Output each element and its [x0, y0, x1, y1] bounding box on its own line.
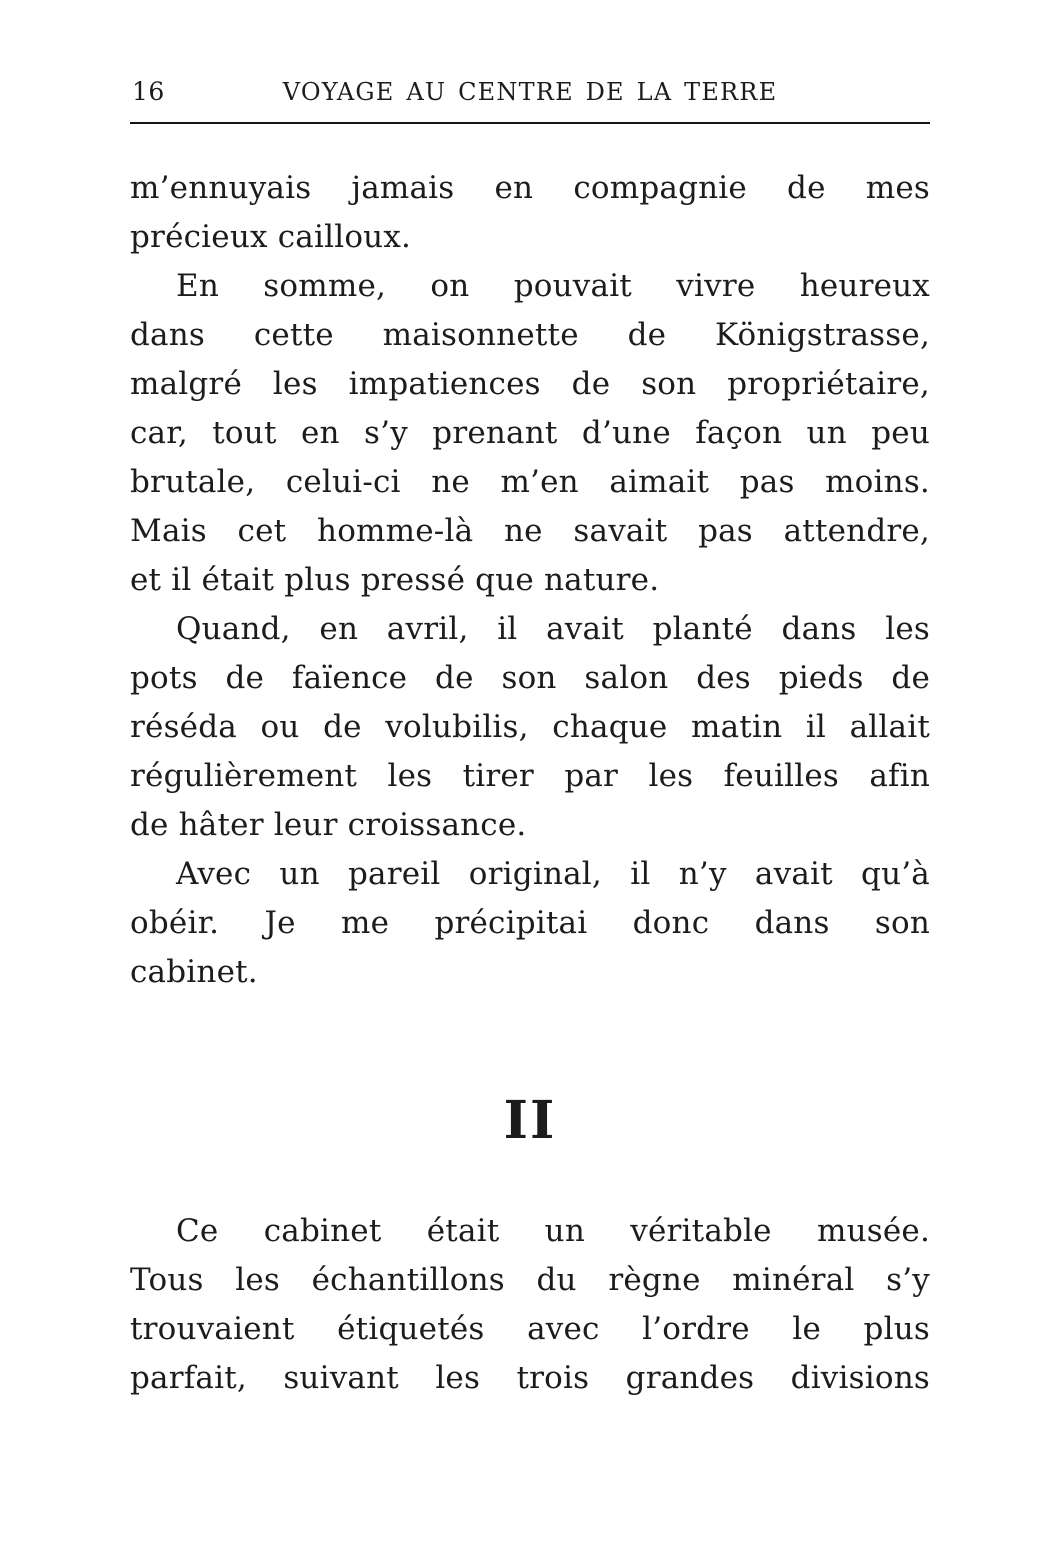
text-line: et il était plus pressé que nature. [130, 562, 660, 598]
text-line: obéir. Je me précipitai donc dans son [130, 905, 930, 941]
paragraph [130, 164, 930, 262]
text-line: Mais cet homme-là ne savait pas attendre, [130, 513, 930, 549]
text-line: car, tout en s’y prenant d’une façon un peu [130, 415, 930, 451]
paragraph [130, 850, 930, 997]
text-line: réséda ou de volubilis, chaque matin il allait [130, 709, 930, 745]
chapter-heading: II [503, 1090, 557, 1151]
paragraph [130, 262, 930, 605]
text-line: malgré les impatiences de son propriétaire, [130, 366, 930, 402]
text-line: dans cette maisonnette de Königstrasse, [130, 317, 930, 353]
paragraphs-before-heading [130, 164, 930, 997]
page-header [130, 0, 930, 108]
text-line: m’ennuyais jamais en compagnie de mes [130, 170, 930, 206]
text-line: Quand, en avril, il avait planté dans les [176, 611, 930, 647]
text-line: trouvaient étiquetés avec l’ordre le plus [130, 1311, 930, 1347]
text-line: En somme, on pouvait vivre heureux [176, 268, 930, 304]
text-line: Ce cabinet était un véritable musée. [176, 1213, 930, 1249]
text-line: cabinet. [130, 954, 258, 990]
text-line: précieux cailloux. [130, 219, 412, 255]
paragraphs-after-heading [130, 1207, 930, 1403]
page-number: 16 [132, 77, 165, 106]
text-line: régulièrement les tirer par les feuilles afin [130, 758, 930, 794]
paragraph [130, 605, 930, 850]
text-line: parfait, suivant les trois grandes divisions [130, 1360, 930, 1396]
header-rule [130, 122, 930, 124]
text-line: Avec un pareil original, il n’y avait qu’à [176, 856, 930, 892]
body-text [130, 164, 930, 1403]
text-line: de hâter leur croissance. [130, 807, 527, 843]
text-line: pots de faïence de son salon des pieds de [130, 660, 930, 696]
paragraph [130, 1207, 930, 1403]
page-content [130, 0, 930, 1403]
running-title: VOYAGE AU CENTRE DE LA TERRE [282, 78, 778, 106]
text-line: brutale, celui-ci ne m’en aimait pas moins. [130, 464, 930, 500]
text-line: Tous les échantillons du règne minéral s’y [130, 1262, 930, 1298]
